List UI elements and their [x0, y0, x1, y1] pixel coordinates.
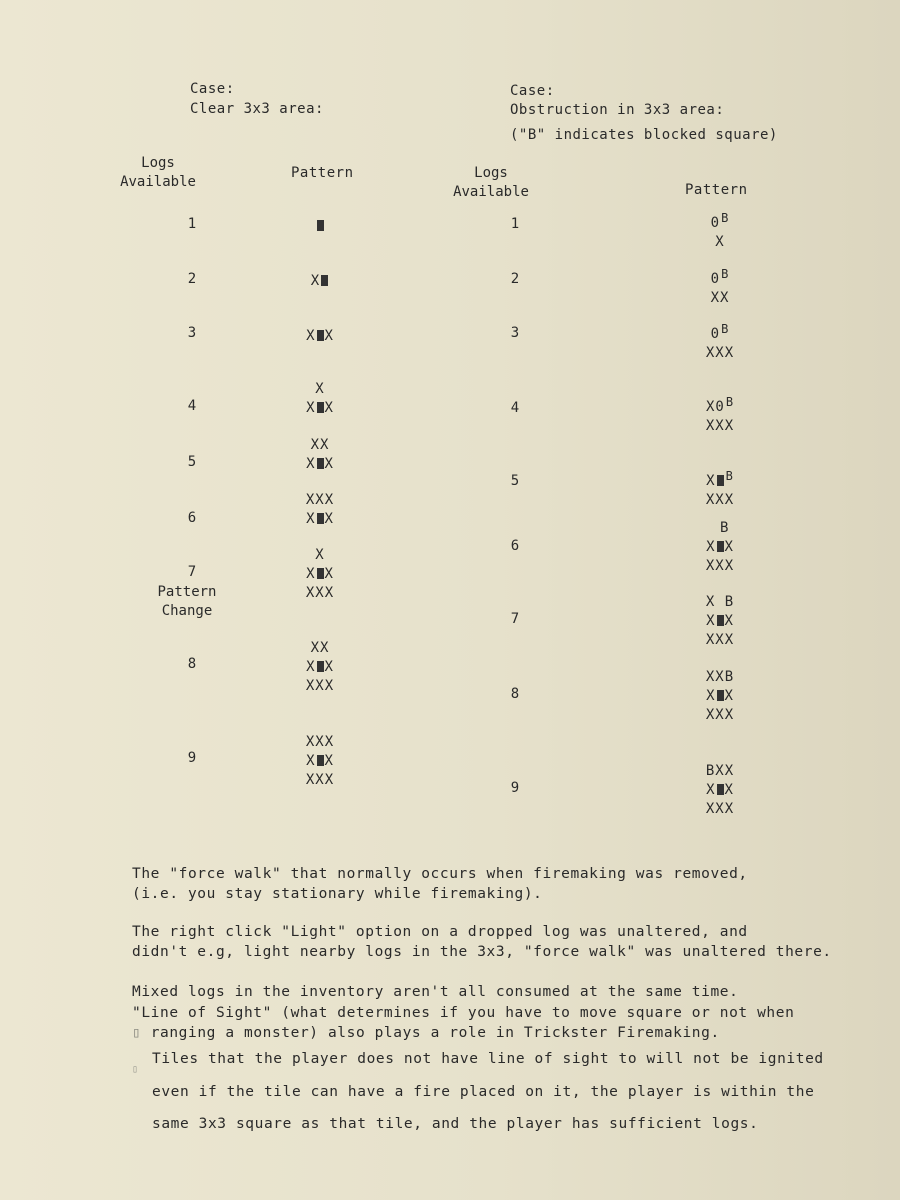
right-fire-pattern	[680, 593, 760, 650]
note-ignite-line1: Tiles that the player does not have line of sight to will not be ignited	[152, 1051, 824, 1067]
pattern-row: XXX	[305, 772, 335, 788]
pattern-row: X $^B$	[706, 469, 734, 489]
left-logs-count: 5	[187, 454, 197, 470]
right-fire-pattern	[680, 395, 760, 436]
pattern-row: XXX	[705, 632, 735, 648]
right-fire-pattern	[680, 469, 760, 510]
right-fire-pattern	[680, 211, 760, 252]
player-square-marker	[317, 755, 324, 766]
blocked-square-label: B	[725, 395, 735, 409]
pattern-row: XXX	[705, 345, 735, 361]
pattern-row: XXX	[705, 492, 735, 508]
pattern-row: XXB	[705, 669, 735, 685]
pattern-row: X B	[705, 594, 735, 610]
player-square-marker	[317, 661, 324, 672]
player-square-marker	[717, 784, 724, 795]
player-square-marker	[317, 220, 324, 231]
right-logs-count: 8	[510, 686, 520, 702]
right-logs-count: 1	[510, 216, 520, 232]
pattern-row: X	[315, 381, 325, 397]
player-square-marker	[317, 568, 324, 579]
left-pattern-header: Pattern	[291, 165, 354, 181]
left-logs-count: 6	[187, 510, 197, 526]
player-square-marker	[717, 690, 724, 701]
pattern-row: $0^B$	[710, 322, 730, 342]
right-logs-header: Logs Available	[453, 165, 529, 200]
left-logs-count: 3	[187, 325, 197, 341]
pattern-row: XX	[310, 640, 330, 656]
pattern-row: XXX	[305, 585, 335, 601]
pattern-row: XX	[310, 437, 330, 453]
note-ignite-line3: same 3x3 square as that tile, and the player has sufficient logs.	[152, 1116, 759, 1132]
left-fire-pattern	[280, 380, 360, 418]
right-logs-count: 3	[510, 325, 520, 341]
pattern-row: XXX	[305, 678, 335, 694]
left-fire-pattern	[280, 491, 360, 529]
left-fire-pattern	[280, 639, 360, 696]
pattern-row: XXX	[305, 734, 335, 750]
player-square-marker	[317, 513, 324, 524]
pattern-row: X	[280, 272, 360, 291]
pattern-row: XXX	[305, 492, 335, 508]
pattern-row: X X	[306, 753, 334, 769]
right-logs-count: 6	[510, 538, 520, 554]
left-logs-count: 1	[187, 216, 197, 232]
left-logs-count: 9	[187, 750, 197, 766]
pattern-row: $0^B$	[710, 267, 730, 287]
player-square-marker	[717, 475, 724, 486]
note-force-walk-line2: (i.e. you stay stationary while firemaking).	[132, 886, 543, 902]
left-fire-pattern	[280, 272, 360, 291]
left-fire-pattern	[280, 327, 360, 346]
left-fire-pattern	[280, 436, 360, 474]
left-logs-header: Logs Available	[120, 155, 196, 190]
pattern-row: X X	[306, 659, 334, 675]
note-ignite-line2: even if the tile can have a fire placed on it, the player is within the	[152, 1084, 815, 1100]
pattern-row: X X	[706, 539, 734, 555]
note-line-of-sight-line1: "Line of Sight" (what determines if you have to move square or not when	[132, 1005, 795, 1021]
pattern-row: B	[720, 520, 730, 536]
blocked-square-label: B	[721, 322, 730, 336]
pattern-row: X X	[306, 328, 334, 344]
left-fire-pattern	[280, 217, 360, 236]
player-square-marker	[317, 402, 324, 413]
right-fire-pattern	[680, 267, 760, 308]
left-logs-count: 7	[187, 564, 197, 580]
note-force-walk-line1: The "force walk" that normally occurs when firemaking was removed,	[132, 866, 748, 882]
pattern-row: BXX	[705, 763, 735, 779]
pattern-row: $X0^B$	[705, 395, 735, 415]
pattern-row: X X	[306, 511, 334, 527]
pattern-row: XXX	[705, 801, 735, 817]
left-case-label: Case:	[190, 81, 235, 97]
pattern-row: X	[715, 234, 725, 250]
note-line-of-sight-line2: ranging a monster) also plays a role in Trickster Firemaking.	[150, 1025, 720, 1041]
pattern-row: XX	[710, 290, 730, 306]
right-case-note: ("B" indicates blocked square)	[510, 127, 778, 143]
left-logs-count: 2	[187, 271, 197, 287]
blocked-square-label: B	[721, 267, 730, 281]
blocked-square-label: B	[721, 211, 730, 225]
right-case-label: Case:	[510, 83, 555, 99]
pattern-row: X X	[706, 782, 734, 798]
pattern-row: X X	[306, 456, 334, 472]
left-logs-count: 4	[187, 398, 197, 414]
right-fire-pattern	[680, 519, 760, 576]
pattern-row	[280, 217, 360, 236]
right-logs-count: 2	[510, 271, 520, 287]
right-fire-pattern	[680, 762, 760, 819]
right-case-desc: Obstruction in 3x3 area:	[510, 102, 725, 118]
pattern-row: X X	[306, 566, 334, 582]
bullet-mark-icon: ▯	[132, 1064, 139, 1075]
left-case-desc: Clear 3x3 area:	[190, 101, 324, 117]
player-square-marker	[317, 330, 324, 341]
right-logs-count: 5	[510, 473, 520, 489]
note-line-of-sight-line2-wrap: ▯ ranging a monster) also plays a role in Trickster Firemaking.	[132, 1025, 720, 1041]
pattern-row: XXX	[705, 707, 735, 723]
pattern-row: X X	[306, 400, 334, 416]
left-fire-pattern	[280, 546, 360, 603]
right-fire-pattern	[680, 322, 760, 363]
right-logs-count: 9	[510, 780, 520, 796]
note-light-option-line1: The right click "Light" option on a dropped log was unaltered, and	[132, 924, 748, 940]
left-fire-pattern	[280, 733, 360, 790]
blocked-square-label: B	[725, 469, 734, 483]
right-fire-pattern	[680, 668, 760, 725]
player-square-marker	[717, 541, 724, 552]
right-pattern-header: Pattern	[685, 182, 748, 198]
pattern-row: X X	[706, 688, 734, 704]
right-logs-count: 4	[510, 400, 520, 416]
right-logs-count: 7	[510, 611, 520, 627]
left-pattern-change-note: Pattern Change	[157, 584, 217, 619]
pattern-row: X	[315, 547, 325, 563]
pattern-row: XXX	[705, 558, 735, 574]
note-light-option-line2: didn't e.g, light nearby logs in the 3x3, "force walk" was unaltered there.	[132, 944, 832, 960]
pattern-row: XXX	[705, 418, 735, 434]
pattern-row: $0^B$	[710, 211, 730, 231]
player-square-marker	[321, 275, 328, 286]
left-logs-count: 8	[187, 656, 197, 672]
note-mixed-logs: Mixed logs in the inventory aren't all consumed at the same time.	[132, 984, 739, 1000]
player-square-marker	[717, 615, 724, 626]
pattern-row: X X	[706, 613, 734, 629]
player-square-marker	[317, 458, 324, 469]
